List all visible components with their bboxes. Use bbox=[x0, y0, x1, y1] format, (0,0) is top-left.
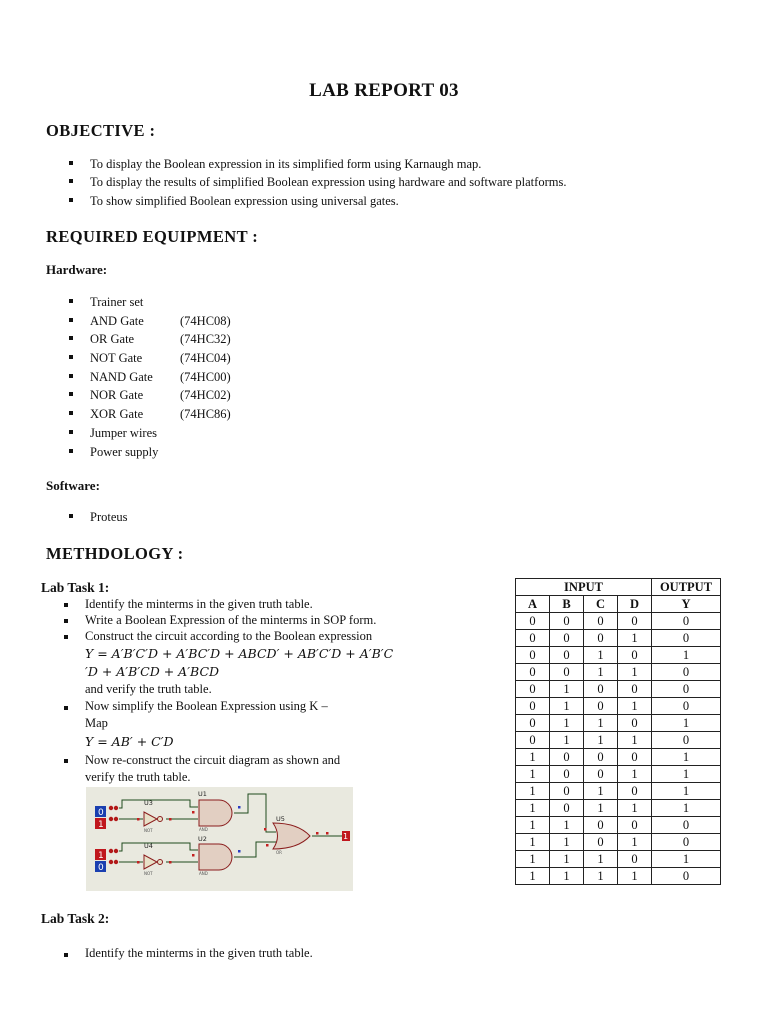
task-step: Identify the minterms in the given truth table. bbox=[85, 597, 313, 611]
table-cell: 0 bbox=[516, 681, 550, 698]
table-cell: 1 bbox=[550, 715, 584, 732]
table-cell: 1 bbox=[652, 766, 721, 783]
table-cell: 1 bbox=[652, 800, 721, 817]
simplified-expression: Y = AB′ + C′D bbox=[85, 734, 174, 749]
output-header: OUTPUT bbox=[652, 579, 721, 596]
lab-task-2-label: Lab Task 2: bbox=[41, 911, 110, 926]
table-cell: 1 bbox=[652, 851, 721, 868]
table-cell: 0 bbox=[550, 783, 584, 800]
truth-table bbox=[515, 578, 721, 885]
table-cell: 1 bbox=[550, 834, 584, 851]
gate-type-label: NOT bbox=[144, 871, 153, 876]
table-cell: 0 bbox=[618, 681, 652, 698]
table-cell: 0 bbox=[550, 766, 584, 783]
table-cell: 1 bbox=[516, 834, 550, 851]
table-cell: 1 bbox=[516, 800, 550, 817]
table-cell: 1 bbox=[516, 868, 550, 885]
table-cell: 0 bbox=[584, 834, 618, 851]
component-label: U5 bbox=[276, 815, 285, 823]
table-cell: 1 bbox=[550, 868, 584, 885]
probe-value: 0 bbox=[98, 863, 104, 873]
not-gate-icon bbox=[144, 812, 157, 826]
hardware-item bbox=[68, 293, 231, 312]
table-cell: 0 bbox=[516, 613, 550, 630]
hardware-item bbox=[68, 312, 231, 331]
table-cell: 0 bbox=[516, 630, 550, 647]
software-list bbox=[68, 508, 128, 527]
hardware-item bbox=[68, 424, 231, 443]
table-cell: 0 bbox=[618, 749, 652, 766]
software-item: Proteus bbox=[68, 508, 128, 527]
table-cell: 1 bbox=[584, 715, 618, 732]
table-cell: 0 bbox=[516, 715, 550, 732]
equipment-heading: REQUIRED EQUIPMENT : bbox=[46, 227, 259, 246]
component-label: U1 bbox=[198, 790, 207, 798]
hardware-name: XOR Gate bbox=[90, 407, 144, 422]
hardware-code: (74HC04) bbox=[180, 351, 231, 366]
bullet-icon bbox=[64, 603, 68, 607]
bullet-icon bbox=[64, 635, 68, 639]
not-gate-icon bbox=[144, 855, 157, 869]
hardware-name: Power supply bbox=[90, 444, 159, 459]
task-step: Map bbox=[85, 716, 108, 730]
component-label: U2 bbox=[198, 835, 207, 843]
software-label: Software: bbox=[46, 478, 100, 493]
table-cell: 0 bbox=[550, 749, 584, 766]
objective-heading: OBJECTIVE : bbox=[46, 121, 156, 140]
objective-list bbox=[68, 155, 566, 210]
hardware-code: (74HC32) bbox=[180, 332, 231, 347]
bullet-icon bbox=[64, 759, 68, 763]
table-cell: 1 bbox=[516, 817, 550, 834]
and-gate-icon bbox=[199, 844, 232, 870]
component-label: U4 bbox=[144, 842, 153, 850]
table-cell: 1 bbox=[550, 681, 584, 698]
table-cell: 0 bbox=[652, 698, 721, 715]
probe-value: 1 bbox=[343, 832, 349, 841]
hardware-item bbox=[68, 405, 231, 424]
table-cell: 0 bbox=[516, 664, 550, 681]
objective-item: To display the Boolean expression in its simplified form using Karnaugh map. bbox=[68, 155, 566, 173]
task-step: Now re-construct the circuit diagram as shown and bbox=[85, 753, 341, 767]
table-cell: 0 bbox=[618, 783, 652, 800]
table-cell: 0 bbox=[584, 749, 618, 766]
hardware-item bbox=[68, 443, 231, 462]
column-header: C bbox=[584, 596, 618, 613]
table-row bbox=[516, 766, 721, 783]
table-cell: 0 bbox=[550, 647, 584, 664]
table-cell: 0 bbox=[516, 647, 550, 664]
table-cell: 1 bbox=[652, 783, 721, 800]
table-cell: 1 bbox=[618, 766, 652, 783]
gate-type-label: OR bbox=[276, 850, 282, 855]
task-step: Identify the minterms in the given truth table. bbox=[85, 946, 313, 960]
probe-value: 1 bbox=[98, 820, 104, 830]
column-header: Y bbox=[652, 596, 721, 613]
objective-item: To show simplified Boolean expression using universal gates. bbox=[68, 192, 566, 210]
table-cell: 0 bbox=[652, 868, 721, 885]
table-cell: 1 bbox=[516, 783, 550, 800]
table-cell: 0 bbox=[550, 800, 584, 817]
hardware-item bbox=[68, 349, 231, 368]
table-cell: 0 bbox=[652, 817, 721, 834]
table-cell: 0 bbox=[584, 766, 618, 783]
table-cell: 0 bbox=[652, 664, 721, 681]
gate-type-label: AND bbox=[199, 827, 208, 832]
hardware-name: NOT Gate bbox=[90, 351, 143, 366]
table-row bbox=[516, 681, 721, 698]
table-row bbox=[516, 800, 721, 817]
table-cell: 0 bbox=[584, 681, 618, 698]
table-cell: 0 bbox=[516, 732, 550, 749]
probe-value: 1 bbox=[98, 851, 104, 861]
table-row bbox=[516, 630, 721, 647]
bullet-icon bbox=[64, 706, 68, 710]
hardware-name: Trainer set bbox=[90, 295, 144, 309]
table-row bbox=[516, 732, 721, 749]
table-cell: 0 bbox=[652, 630, 721, 647]
and-gate-icon bbox=[199, 800, 232, 826]
table-row bbox=[516, 868, 721, 885]
column-header: A bbox=[516, 596, 550, 613]
gate-type-label: AND bbox=[199, 871, 208, 876]
hardware-code: (74HC00) bbox=[180, 369, 231, 384]
hardware-name: Jumper wires bbox=[90, 425, 157, 440]
table-cell: 0 bbox=[584, 698, 618, 715]
table-cell: 0 bbox=[652, 834, 721, 851]
table-row bbox=[516, 749, 721, 766]
table-cell: 1 bbox=[652, 647, 721, 664]
table-cell: 1 bbox=[550, 698, 584, 715]
table-cell: 0 bbox=[618, 647, 652, 664]
hardware-code: (74HC08) bbox=[180, 313, 231, 328]
boolean-expression-cont: ′D + A′B′CD + A′BCD bbox=[85, 664, 220, 679]
task-step: and verify the truth table. bbox=[85, 682, 212, 696]
table-cell: 1 bbox=[618, 834, 652, 851]
probe-value: 0 bbox=[98, 808, 104, 818]
truth-table-body bbox=[516, 613, 721, 885]
table-cell: 1 bbox=[584, 732, 618, 749]
table-cell: 0 bbox=[618, 715, 652, 732]
component-label: U3 bbox=[144, 799, 153, 807]
table-cell: 0 bbox=[584, 630, 618, 647]
boolean-expression: Y = A′B′C′D + A′BC′D + ABCD′ + AB′C′D + A′B′C bbox=[85, 646, 394, 661]
task-step: verify the truth table. bbox=[85, 770, 191, 784]
input-header: INPUT bbox=[516, 579, 652, 596]
table-cell: 0 bbox=[618, 851, 652, 868]
table-cell: 1 bbox=[584, 647, 618, 664]
table-cell: 1 bbox=[516, 749, 550, 766]
table-cell: 1 bbox=[618, 664, 652, 681]
table-cell: 1 bbox=[618, 698, 652, 715]
table-cell: 0 bbox=[652, 732, 721, 749]
table-cell: 0 bbox=[550, 664, 584, 681]
table-cell: 0 bbox=[516, 698, 550, 715]
hardware-name: OR Gate bbox=[90, 332, 135, 347]
table-row bbox=[516, 647, 721, 664]
table-cell: 0 bbox=[652, 613, 721, 630]
table-cell: 1 bbox=[652, 749, 721, 766]
table-cell: 0 bbox=[618, 613, 652, 630]
bullet-icon bbox=[64, 619, 68, 623]
table-row bbox=[516, 664, 721, 681]
table-cell: 1 bbox=[584, 868, 618, 885]
table-cell: 1 bbox=[652, 715, 721, 732]
column-header: B bbox=[550, 596, 584, 613]
circuit-diagram bbox=[86, 787, 353, 891]
circuit-svg bbox=[86, 787, 353, 891]
methodology-heading: METHDOLOGY : bbox=[46, 544, 184, 563]
hardware-label: Hardware: bbox=[46, 262, 108, 277]
table-cell: 0 bbox=[652, 681, 721, 698]
hardware-name: AND Gate bbox=[90, 313, 144, 328]
table-cell: 1 bbox=[618, 732, 652, 749]
page-title: LAB REPORT 03 bbox=[309, 80, 459, 101]
table-cell: 1 bbox=[584, 783, 618, 800]
table-cell: 0 bbox=[618, 817, 652, 834]
table-cell: 1 bbox=[584, 800, 618, 817]
table-row bbox=[516, 783, 721, 800]
hardware-code: (74HC02) bbox=[180, 388, 231, 403]
table-cell: 1 bbox=[618, 630, 652, 647]
table-row bbox=[516, 817, 721, 834]
table-cell: 0 bbox=[550, 613, 584, 630]
table-cell: 1 bbox=[550, 851, 584, 868]
table-cell: 0 bbox=[550, 630, 584, 647]
table-cell: 1 bbox=[584, 851, 618, 868]
table-cell: 1 bbox=[550, 732, 584, 749]
column-header: D bbox=[618, 596, 652, 613]
table-cell: 1 bbox=[550, 817, 584, 834]
hardware-item bbox=[68, 330, 231, 349]
table-cell: 0 bbox=[584, 613, 618, 630]
table-cell: 1 bbox=[618, 868, 652, 885]
hardware-list bbox=[68, 293, 231, 461]
table-row bbox=[516, 715, 721, 732]
table-cell: 1 bbox=[584, 664, 618, 681]
table-row bbox=[516, 851, 721, 868]
table-cell: 1 bbox=[516, 851, 550, 868]
table-row bbox=[516, 834, 721, 851]
table-cell: 0 bbox=[584, 817, 618, 834]
table-cell: 1 bbox=[618, 800, 652, 817]
hardware-name: NAND Gate bbox=[90, 369, 153, 384]
objective-item: To display the results of simplified Boolean expression using hardware and software platforms. bbox=[68, 173, 566, 191]
lab-task-1-label: Lab Task 1: bbox=[41, 580, 110, 595]
table-row bbox=[516, 698, 721, 715]
or-gate-icon bbox=[273, 823, 310, 849]
hardware-item bbox=[68, 386, 231, 405]
hardware-name: NOR Gate bbox=[90, 388, 144, 403]
table-row bbox=[516, 613, 721, 630]
task-step: Write a Boolean Expression of the minterms in SOP form. bbox=[85, 613, 377, 627]
bullet-icon bbox=[64, 953, 68, 957]
task-step: Construct the circuit according to the Boolean expression bbox=[85, 629, 373, 643]
hardware-code: (74HC86) bbox=[180, 407, 231, 422]
task-step: Now simplify the Boolean Expression using K – bbox=[85, 699, 328, 713]
table-cell: 1 bbox=[516, 766, 550, 783]
gate-type-label: NOT bbox=[144, 828, 153, 833]
hardware-item bbox=[68, 368, 231, 387]
